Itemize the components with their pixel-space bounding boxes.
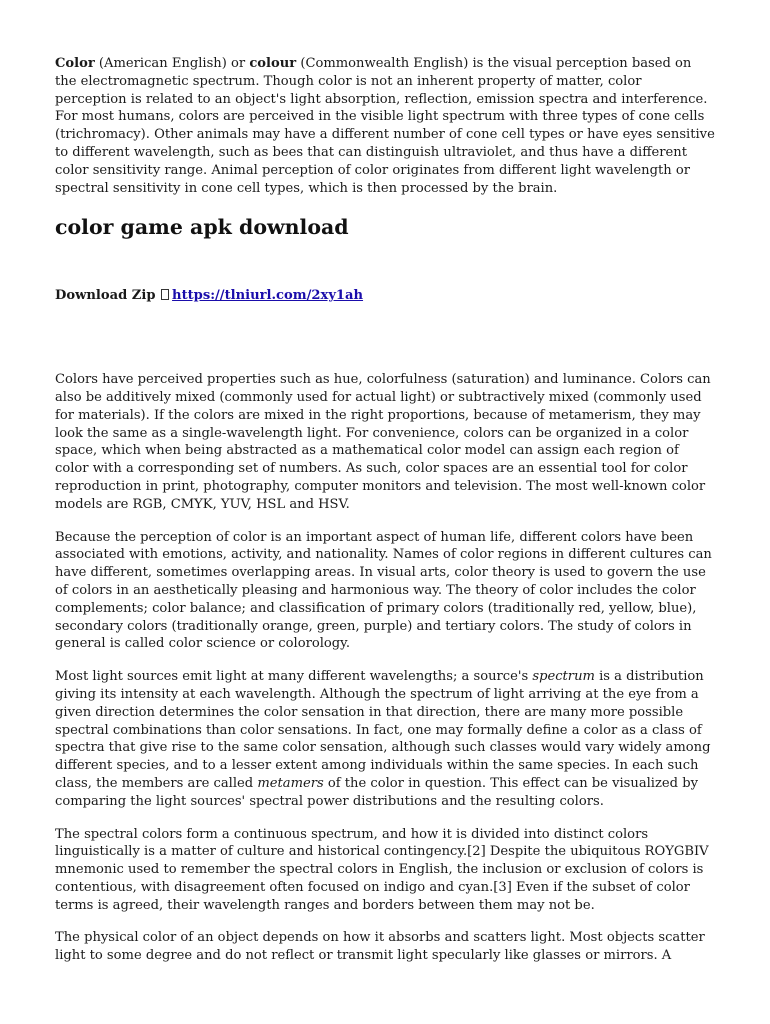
term-color: Color [55, 56, 95, 71]
paragraph-light-spectrum [55, 668, 715, 810]
p3-em-spectrum: spectrum [532, 669, 595, 685]
p3-em-metamers: metamers [257, 775, 324, 791]
intro-paragraph [55, 55, 715, 197]
term-colour: colour [249, 56, 297, 71]
paragraph-spectral-colors: The spectral colors form a continuous spectrum, and how it is divided into distinct colors linguistically is a matter of culture and historical contingency.[2] Despite the ubiquitous ROYGBIV mnemonic used to remember the spectral colors in English, the inclusion or exclusion of colors is contentious, with disagreement often focused on indigo and cyan.[3] Even if the subset of color terms is agreed, their wavelength ranges and borders between them may not be. [55, 826, 709, 913]
download-line [55, 287, 715, 305]
download-label: Download Zip [55, 288, 156, 304]
paragraph-color-perception: Because the perception of color is an important aspect of human life, different colors have been associated with emotions, activity, and nationality. Names of color regions in different cultures can have different, sometimes overlapping areas. In visual arts, color theory is used to govern the use of colors in an aesthetically pleasing and harmonious way. The theory of color includes the color complements; color balance; and classification of primary colors (traditionally red, yellow, blue), secondary colors (traditionally orange, green, purple) and tertiary colors. The study of colors in general is called color science or colorology. [55, 529, 712, 652]
missing-glyph-icon [161, 289, 169, 300]
intro-text-2: (Commonwealth English) is the visual perception based on the electromagnetic spectrum. Though color is not an inherent property of matter, color perception is related to an object's light absorption, reflection, emission spectra and interference. For most humans, colors are perceived in the visible light spectrum with three types of cone cells (trichromacy). Other animals may have a different number of cone cell types or have eyes sensitive to different wavelength, such as bees that can distinguish ultraviolet, and thus have a different color sensitivity range. Animal perception of color originates from different light wavelength or spectral sensitivity in cone cell types, which is then processed by the brain. [55, 56, 715, 196]
page-title: color game apk download [55, 215, 349, 240]
document-page [55, 55, 715, 965]
p3-text-b: is a distribution giving its intensity at each wavelength. Although the spectrum of light arriving at the eye from a given direction determines the color sensation in that direction, there are many more possible spectral combinations than color sensations. In fact, one may formally define a color as a class of spectra that give rise to the same color sensation, although such classes would vary widely among different species, and to a lesser extent among individuals within the same species. In each such class, the members are called [55, 669, 711, 791]
paragraph-physical-color: The physical color of an object depends on how it absorbs and scatters light. Most objects scatter light to some degree and do not reflect or transmit light specularly like glasses or mirrors. A [55, 930, 705, 964]
p3-text-a: Most light sources emit light at many different wavelengths; a source's [55, 669, 533, 685]
paragraph-color-properties: Colors have perceived properties such as hue, colorfulness (saturation) and luminance. Colors can also be additively mixed (commonly used for actual light) or subtractively mixed (commonly used for materials). If the colors are mixed in the right proportions, because of metamerism, they may look the same as a single-wavelength light. For convenience, colors can be organized in a color space, which when being abstracted as a mathematical color model can assign each region of color with a corresponding set of numbers. As such, color spaces are an essential tool for color reproduction in print, photography, computer monitors and television. The most well-known color models are RGB, CMYK, YUV, HSL and HSV. [55, 372, 711, 512]
download-link[interactable]: https://tlniurl.com/2xy1ah [172, 288, 364, 304]
p3-text-c: of the color in question. This effect can be visualized by comparing the light sources' spectral power distributions and the resulting colors. [55, 775, 698, 809]
intro-text-1: (American English) or [94, 56, 250, 71]
